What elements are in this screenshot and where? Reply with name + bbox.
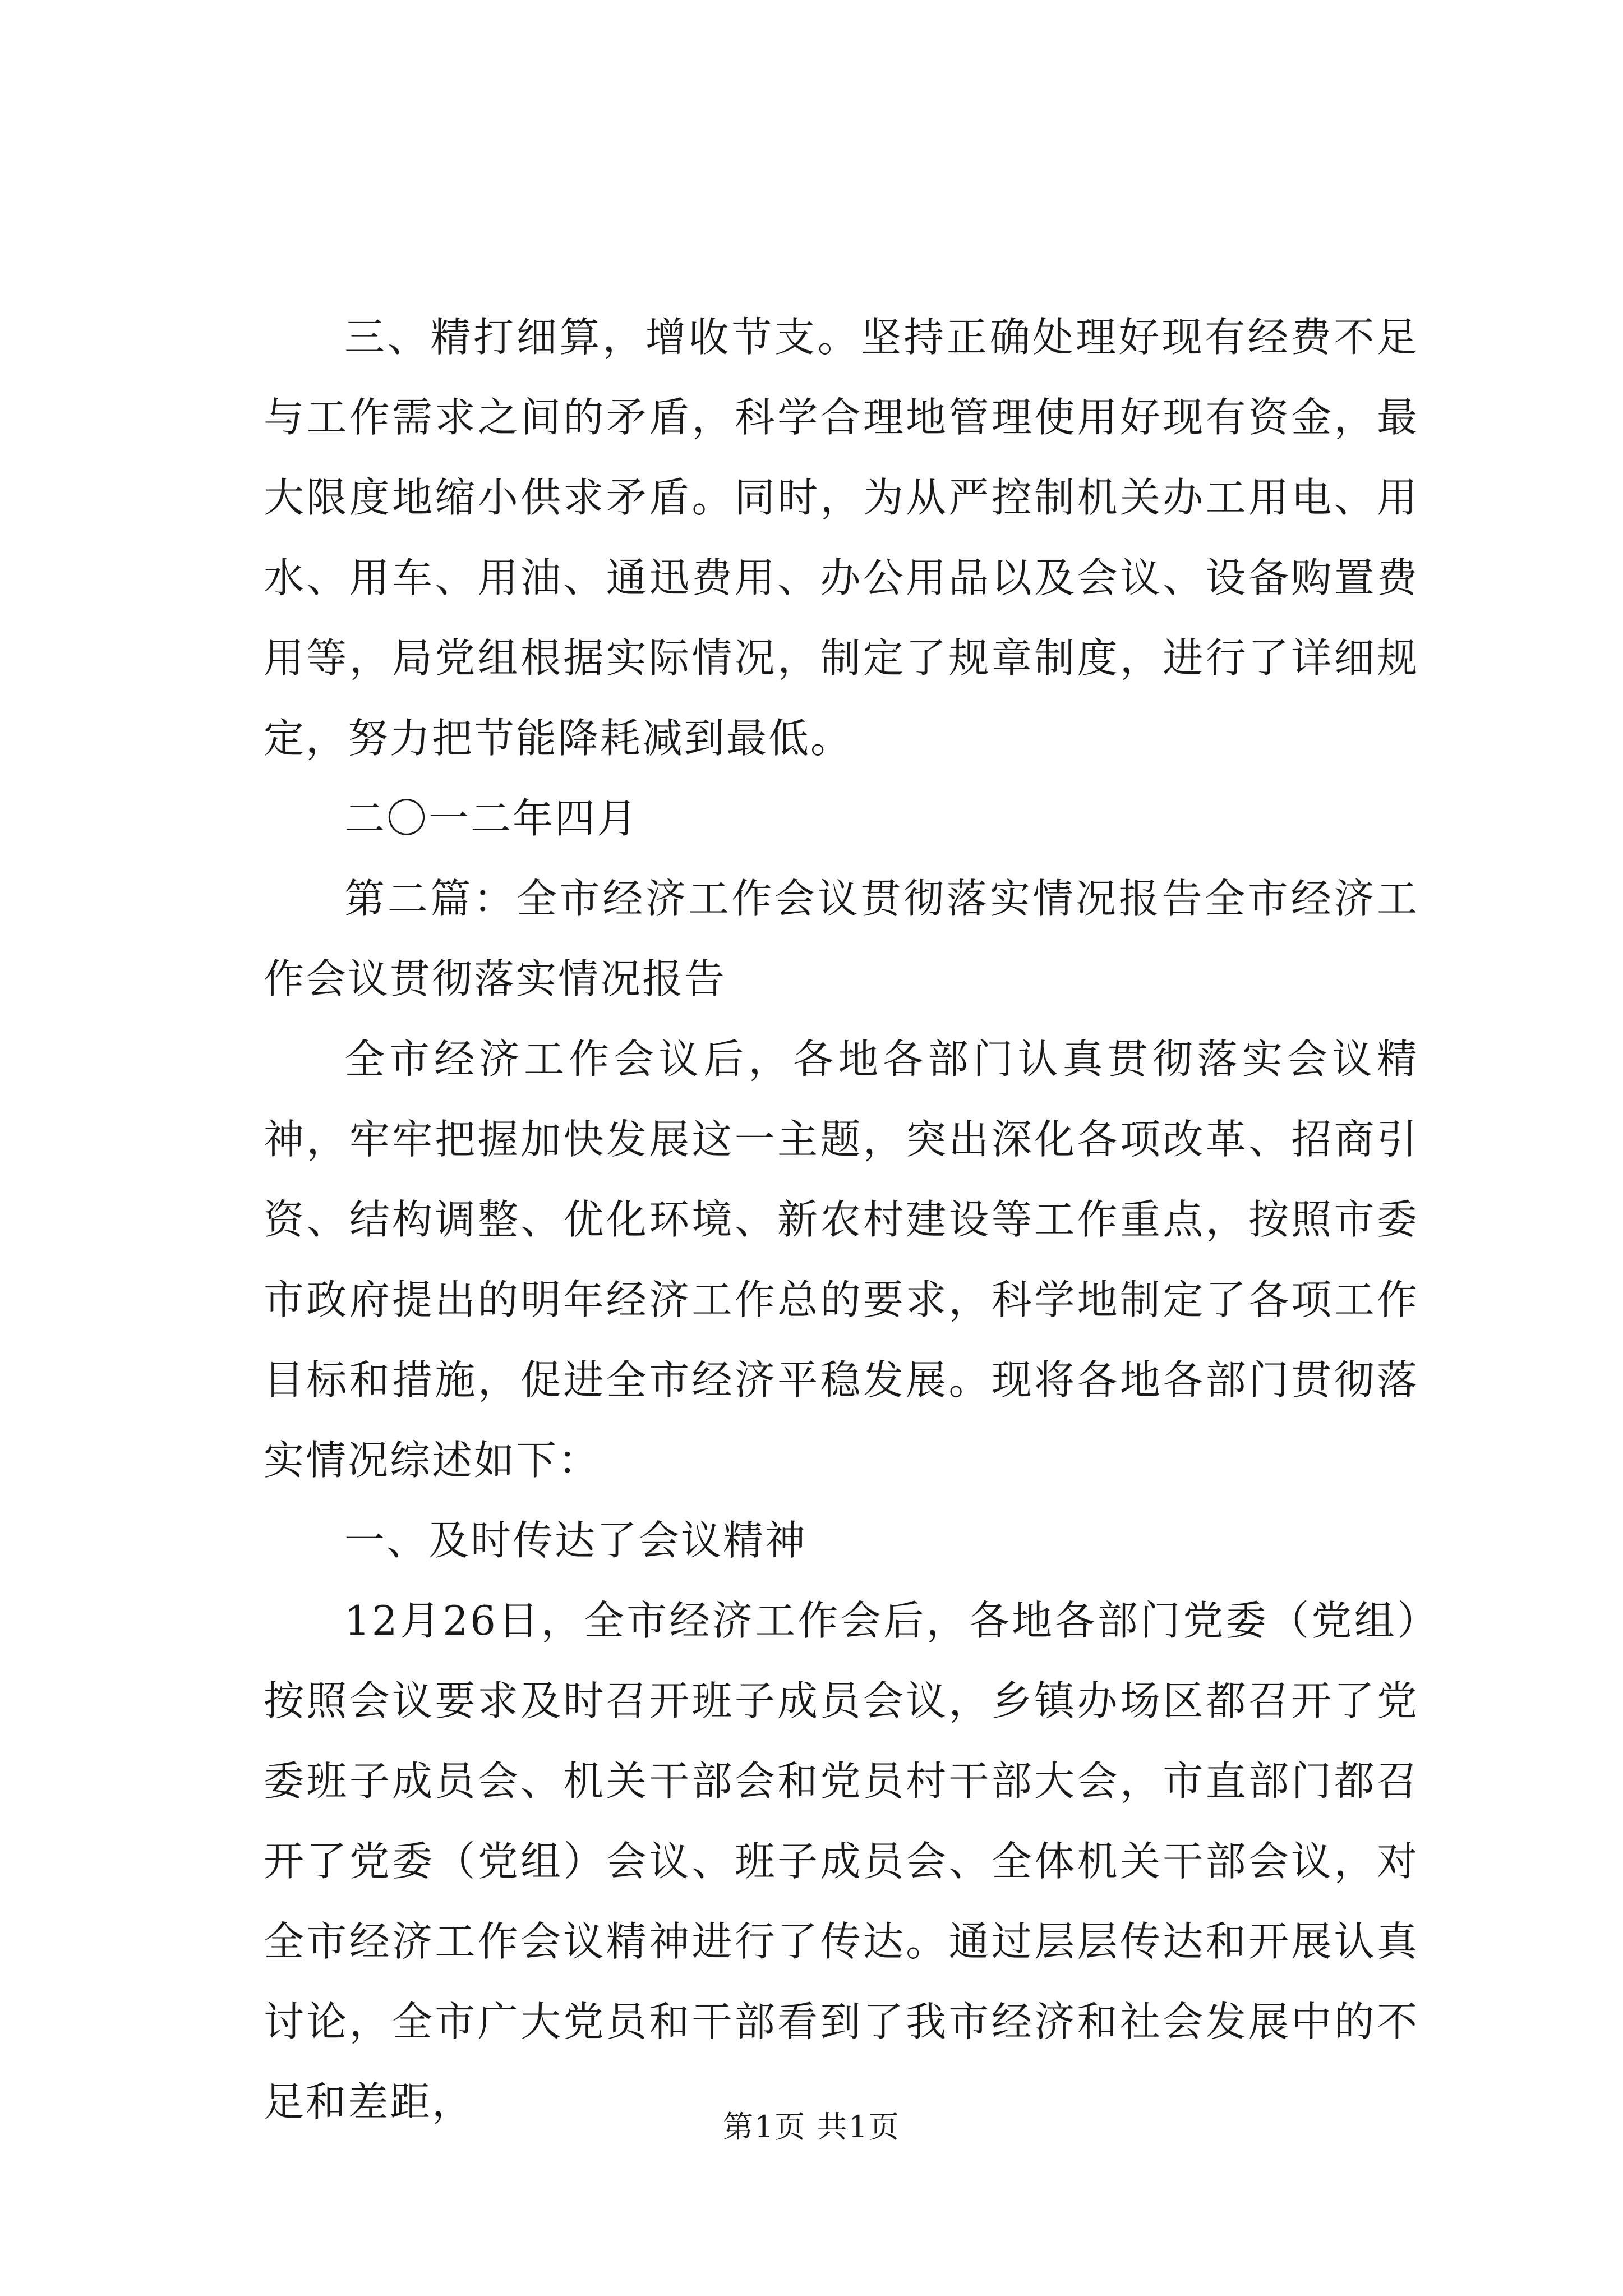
page-footer: 第1页 共1页 [723, 2109, 900, 2145]
paragraph-intro: 全市经济工作会议后，各地各部门认真贯彻落实会议精神，牢牢把握加快发展这一主题，突出深化各项改革、招商引资、结构调整、优化环境、新农村建设等工作重点，按照市委市政府提出的明年经济工作总的要求，科学地制定了各项工作目标和措施，促进全市经济平稳发展。现将各地各部门贯彻落实情况综述如下： [264, 1036, 1419, 1484]
document-body [264, 297, 1419, 2142]
paragraph-section-title: 第二篇：全市经济工作会议贯彻落实情况报告全市经济工作会议贯彻落实情况报告 [264, 875, 1419, 1002]
paragraph-heading-one: 一、及时传达了会议精神 [344, 1517, 808, 1564]
paragraph-cost-saving: 三、精打细算，增收节支。坚持正确处理好现有经费不足与工作需求之间的矛盾，科学合理地管理使用好现有资金，最大限度地缩小供求矛盾。同时，为从严控制机关办工用电、用水、用车、用油、通迅费用、办公用品以及会议、设备购置费用等，局党组根据实际情况，制定了规章制度，进行了详细规定，努力把节能降耗减到最低。 [264, 314, 1419, 762]
paragraph-meeting-details: 12月26日，全市经济工作会后，各地各部门党委（党组）按照会议要求及时召开班子成员会议，乡镇办场区都召开了党委班子成员会、机关干部会和党员村干部大会，市直部门都召开了党委（党组）会议、班子成员会、全体机关干部会议，对全市经济工作会议精神进行了传达。通过层层传达和开展认真讨论，全市广大党员和干部看到了我市经济和社会发展中的不足和差距， [264, 1597, 1419, 2125]
paragraph-date: 二〇一二年四月 [344, 795, 639, 842]
